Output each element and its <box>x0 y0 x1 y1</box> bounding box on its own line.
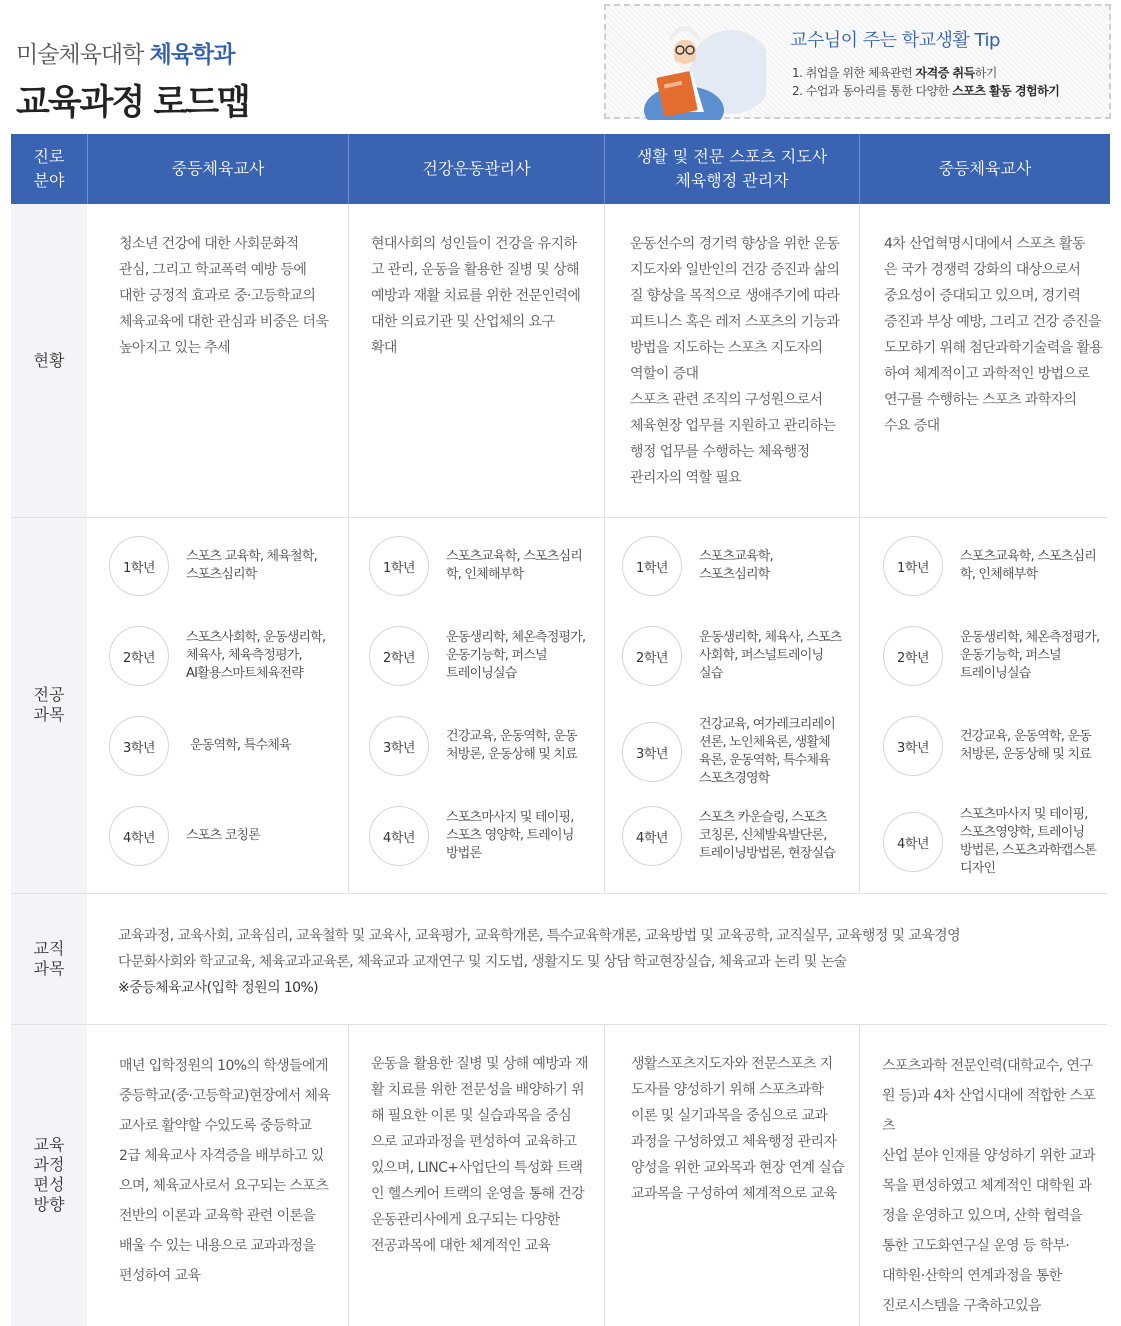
year-subject-list: 스포츠 코칭론 <box>186 828 260 843</box>
year-subject-list: 스포츠 카운슬링, 스포츠 코칭론, 신체발육발단론, 트레이닝방법론, 현장실습 <box>699 810 836 861</box>
text-line: 도모하기 위해 첨단과학기술력을 활용 <box>884 340 1103 356</box>
row-label-teaching: 교직 과목 <box>11 893 87 1024</box>
text-line: 관심, 그리고 학교폭력 예방 등에 <box>119 262 307 278</box>
text-line: 전반의 이론과 교육학 관련 이론을 <box>119 1208 316 1224</box>
divider <box>859 1024 860 1326</box>
direction-cell-4 <box>882 1051 1107 1321</box>
year-badge: 4학년 <box>109 806 169 866</box>
text-line: 인 헬스케어 트랙의 운영을 통해 건강 <box>371 1186 585 1202</box>
header-col-3: 생활 및 전문 스포츠 지도사 체육행정 관리자 <box>604 134 859 204</box>
year-subject-list: 운동생리학, 체온측정평가, 운동기능학, 퍼스널 트레이닝실습 <box>960 630 1100 681</box>
teaching-note: ※중등체육교사(입학 정원의 10%) <box>118 980 319 996</box>
text-line: 연구를 수행하는 스포츠 과학자의 <box>884 392 1077 408</box>
direction-cell-1 <box>119 1051 344 1291</box>
text-line: 높아지고 있는 추세 <box>119 340 231 356</box>
page-title: 교육과정 로드맵 <box>16 83 249 123</box>
status-cell-2 <box>371 231 596 361</box>
year-subject-list: 스포츠교육학, 스포츠심리학 <box>699 549 773 582</box>
year-subject-list: 건강교육, 운동역학, 운동 처방론, 운동상해 및 치료 <box>960 729 1091 762</box>
year-subject-list: 스포츠마사지 및 테이핑, 스포츠영양학, 트레이닝 방법론, 스포츠과학캡스톤 디자인 <box>960 807 1097 876</box>
text-line: 교과목을 구성하여 체계적으로 교육 <box>631 1186 837 1202</box>
text-line: 으며, 체육교사로서 요구되는 스포츠 <box>119 1178 329 1194</box>
year-subjects <box>109 806 260 866</box>
text-line: 생활스포츠지도자와 전문스포츠 지 <box>631 1056 833 1072</box>
professor-illustration-icon <box>626 12 766 120</box>
text-line: 도자를 양성하기 위해 스포츠과학 <box>631 1082 824 1098</box>
year-subject-list: 운동생리학, 체육사, 스포츠 사회학, 퍼스널트레이닝 실습 <box>699 630 842 681</box>
text-line: 현대사회의 성인들이 건강을 유지하 <box>371 236 577 252</box>
year-subjects <box>369 626 585 686</box>
year-subjects <box>109 626 325 686</box>
year-subject-list: 운동역학, 특수체육 <box>190 738 291 753</box>
divider <box>348 204 349 893</box>
year-subject-list: 건강교육, 여가레크리레이 션론, 노인체육론, 생활체 육론, 운동역학, 특수체육 스포츠경영학 <box>699 717 836 786</box>
year-badge: 2학년 <box>883 626 943 686</box>
year-subjects <box>883 536 1096 596</box>
status-cell-1 <box>119 231 344 361</box>
direction-cell-3 <box>631 1051 856 1207</box>
text-line: 피트니스 혹은 레저 스포츠의 기능과 <box>630 314 840 330</box>
divider <box>11 1024 1107 1025</box>
year-subjects <box>622 536 773 596</box>
text-line: 운동을 활용한 질병 및 상해 예방과 재 <box>371 1056 588 1072</box>
year-badge: 4학년 <box>622 806 682 866</box>
divider <box>348 1024 349 1326</box>
year-subjects <box>883 626 1099 686</box>
text-line: 4차 산업혁명시대에서 스포츠 활동 <box>884 236 1085 252</box>
text-line: 체육현장 업무를 지원하고 관리하는 <box>630 418 836 434</box>
status-cell-4 <box>884 231 1109 439</box>
year-badge: 2학년 <box>622 626 682 686</box>
year-badge: 2학년 <box>369 626 429 686</box>
tip-item-1: 1. 취업을 위한 체육관련 자격증 취득하기 <box>792 66 997 80</box>
text-line: 편성하여 교육 <box>119 1268 201 1284</box>
year-subject-list: 스포츠마사지 및 테이핑, 스포츠 영양학, 트레이닝 방법론 <box>446 810 574 861</box>
year-subjects <box>109 536 317 596</box>
divider <box>11 893 1107 894</box>
text-line: 원 등)과 4차 산업시대에 적합한 스포츠 <box>882 1088 1096 1134</box>
year-badge: 4학년 <box>369 806 429 866</box>
text-line: 활 치료를 위한 전문성을 배양하기 위 <box>371 1082 585 1098</box>
divider <box>859 204 860 893</box>
year-badge: 3학년 <box>369 716 429 776</box>
direction-cell-2 <box>371 1051 596 1259</box>
text-line: 2급 체육교사 자격증을 배부하고 있 <box>119 1148 324 1164</box>
header-career-field: 진로 분야 <box>11 134 87 204</box>
teaching-line-2: 다문화사회와 학교교육, 체육교과교육론, 체육교과 교재연구 및 지도법, 생활지도 및 상담 학교현장실습, 체육교과 논리 및 논술 <box>118 954 847 970</box>
text-line: 지도자와 일반인의 건강 증진과 삶의 <box>630 262 840 278</box>
year-subjects <box>883 806 1096 878</box>
year-subjects <box>109 716 291 776</box>
year-badge: 3학년 <box>622 722 682 782</box>
text-line: 하여 체계적이고 과학적인 방법으로 <box>884 366 1090 382</box>
text-line: 매년 입학정원의 10%의 학생들에게 <box>119 1058 328 1074</box>
year-subjects <box>369 806 574 866</box>
text-line: 산업 분야 인재를 양성하기 위한 교과 <box>882 1148 1096 1164</box>
text-line: 대한 의료기관 및 산업체의 요구 <box>371 314 555 330</box>
year-subject-list: 운동생리학, 체온측정평가, 운동기능학, 퍼스널 트레이닝실습 <box>446 630 586 681</box>
year-subjects <box>622 626 842 686</box>
year-subject-list: 스포츠교육학, 스포츠심리 학, 인체해부학 <box>960 549 1097 582</box>
text-line: 역할이 증대 <box>630 366 699 382</box>
text-line: 해 필요한 이론 및 실습과목을 중심 <box>371 1108 572 1124</box>
text-line: 관리자의 역할 필요 <box>630 470 742 486</box>
year-subjects <box>369 536 582 596</box>
text-line: 수요 증대 <box>884 418 940 434</box>
text-line: 양성을 위한 교와목과 현장 연계 실습 <box>631 1160 845 1176</box>
year-badge: 4학년 <box>883 812 943 872</box>
college-name: 미술체육대학 <box>16 42 144 68</box>
divider <box>604 1024 605 1326</box>
year-subjects <box>369 716 577 776</box>
text-line: 은 국가 경쟁력 강화의 대상으로서 <box>884 262 1081 278</box>
text-line: 체육교육에 대한 관심과 비중은 더욱 <box>119 314 329 330</box>
text-line: 정을 운영하고 있으며, 산학 협력을 <box>882 1208 1083 1224</box>
year-subject-list: 스포츠사회학, 운동생리학, 체육사, 체육측정평가, AI활용스마트체육전략 <box>186 630 326 681</box>
text-line: 목을 편성하였고 체계적인 대학원 과 <box>882 1178 1092 1194</box>
text-line: 고 관리, 운동을 활용한 질병 및 상해 <box>371 262 579 278</box>
text-line: 운동선수의 경기력 향상을 위한 운동 <box>630 236 840 252</box>
dept-name: 체육학과 <box>149 42 235 68</box>
subtitle <box>16 36 249 69</box>
tip-item-2: 2. 수업과 동아리를 통한 다양한 스포츠 활동 경험하기 <box>792 84 1060 98</box>
divider <box>604 204 605 893</box>
tip-box <box>604 4 1111 119</box>
divider <box>11 517 1107 518</box>
text-line: 대학원·산학의 연계과정을 통한 <box>882 1268 1062 1284</box>
year-badge: 3학년 <box>883 716 943 776</box>
text-line: 으로 교과과정을 편성하여 교육하고 <box>371 1134 577 1150</box>
year-subject-list: 스포츠교육학, 스포츠심리 학, 인체해부학 <box>446 549 583 582</box>
text-line: 대한 긍정적 효과로 중·고등학교의 <box>119 288 316 304</box>
text-line: 진로시스템을 구축하고있음 <box>882 1298 1041 1314</box>
text-line: 통한 고도화연구실 운영 등 학부· <box>882 1238 1070 1254</box>
text-line: 운동관리사에게 요구되는 다양한 <box>371 1212 560 1228</box>
year-badge: 1학년 <box>883 536 943 596</box>
text-line: 스포츠과학 전문인력(대학교수, 연구 <box>882 1058 1093 1074</box>
teaching-line-1: 교육과정, 교육사회, 교육심리, 교육철학 및 교육사, 교육평가, 교육학개론, 특수교육학개론, 교육방법 및 교육공학, 교직실무, 교육행정 및 교육경영 <box>118 928 960 944</box>
text-line: 확대 <box>371 340 397 356</box>
text-line: 이론 및 실기과목을 중심으로 교과 <box>631 1108 828 1124</box>
text-line: 행정 업무를 수행하는 체육행정 <box>630 444 810 460</box>
text-line: 있으며, LINC+사업단의 특성화 트랙 <box>371 1160 583 1176</box>
year-subjects <box>883 716 1091 776</box>
text-line: 증진과 부상 예방, 그리고 건강 증진을 <box>884 314 1101 330</box>
text-line: 방법을 지도하는 스포츠 지도자의 <box>630 340 823 356</box>
year-subjects <box>622 716 835 788</box>
header-col-4: 중등체육교사 <box>859 134 1110 204</box>
header-col-1: 중등체육교사 <box>87 134 348 204</box>
year-badge: 1학년 <box>109 536 169 596</box>
text-line: 중요성이 증대되고 있으며, 경기력 <box>884 288 1081 304</box>
year-badge: 1학년 <box>369 536 429 596</box>
header-col-2: 건강운동관리사 <box>348 134 604 204</box>
year-subject-list: 스포츠 교육학, 체육철학, 스포츠심리학 <box>186 549 317 582</box>
year-subject-list: 건강교육, 운동역학, 운동 처방론, 운동상해 및 치료 <box>446 729 577 762</box>
year-badge: 3학년 <box>109 716 169 776</box>
text-line: 예방과 재활 치료를 위한 전문인력에 <box>371 288 581 304</box>
text-line: 질 향상을 목적으로 생애주기에 따라 <box>630 288 840 304</box>
text-line: 전공과목에 대한 체계적인 교육 <box>371 1238 551 1254</box>
row-label-direction: 교육 과정 편성 방향 <box>11 1024 87 1326</box>
text-line: 청소년 건강에 대한 사회문화적 <box>119 236 299 252</box>
row-label-status: 현황 <box>11 204 87 517</box>
text-line: 스포츠 관련 조직의 구성원으로서 <box>630 392 823 408</box>
year-badge: 1학년 <box>622 536 682 596</box>
row-label-major: 전공 과목 <box>11 517 87 893</box>
status-cell-3 <box>630 231 855 491</box>
tip-title: 교수님이 주는 학교생활 Tip <box>790 30 1000 51</box>
teaching-cell <box>118 923 1098 1001</box>
text-line: 배울 수 있는 내용으로 교과과정을 <box>119 1238 316 1254</box>
year-subjects <box>622 806 835 866</box>
text-line: 과정을 구성하였고 체육행정 관리자 <box>631 1134 837 1150</box>
page-header <box>16 36 249 125</box>
year-badge: 2학년 <box>109 626 169 686</box>
text-line: 교사로 활약할 수있도록 중등학교 <box>119 1118 312 1134</box>
text-line: 중등학교(중·고등학교)현장에서 체육 <box>119 1088 331 1104</box>
